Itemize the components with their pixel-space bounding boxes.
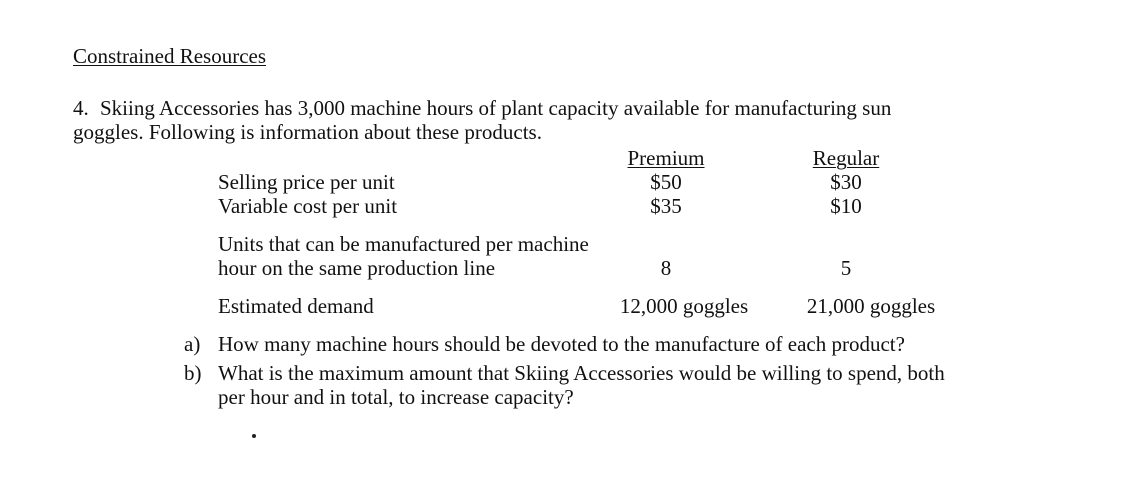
regular-demand: 21,000 goggles (806, 294, 936, 318)
section-heading: Constrained Resources (73, 44, 267, 68)
row-label-demand: Estimated demand (218, 294, 374, 318)
row-label-units-line-1: Units that can be manufactured per machine (218, 232, 589, 256)
row-label-selling-price: Selling price per unit (218, 170, 395, 194)
subquestion-a-text: How many machine hours should be devoted to the manufacture of each product? (218, 332, 905, 356)
subquestion-b-text-line-1: What is the maximum amount that Skiing Accessories would be willing to spend, both (218, 361, 945, 385)
row-label-units-line-2: hour on the same production line (218, 256, 496, 280)
premium-variable-cost: $35 (650, 194, 682, 218)
row-label-variable-cost: Variable cost per unit (218, 194, 398, 218)
question-text-line-2: goggles. Following is information about these products. (73, 120, 542, 144)
question-number: 4. (73, 96, 89, 120)
subquestion-b-text-line-2: per hour and in total, to increase capacity? (218, 385, 574, 409)
premium-demand: 12,000 goggles (619, 294, 749, 318)
subquestion-marker-b: b) (184, 361, 202, 385)
regular-units-per-hour: 5 (840, 256, 852, 280)
regular-selling-price: $30 (830, 170, 862, 194)
premium-units-per-hour: 8 (660, 256, 672, 280)
column-header-premium: Premium (627, 146, 705, 170)
regular-variable-cost: $10 (830, 194, 862, 218)
subquestion-marker-a: a) (184, 332, 201, 356)
premium-selling-price: $50 (650, 170, 682, 194)
scan-speck (252, 434, 256, 438)
question-text-line-1: Skiing Accessories has 3,000 machine hours of plant capacity available for manufacturing sun (100, 96, 892, 120)
column-header-regular: Regular (812, 146, 880, 170)
